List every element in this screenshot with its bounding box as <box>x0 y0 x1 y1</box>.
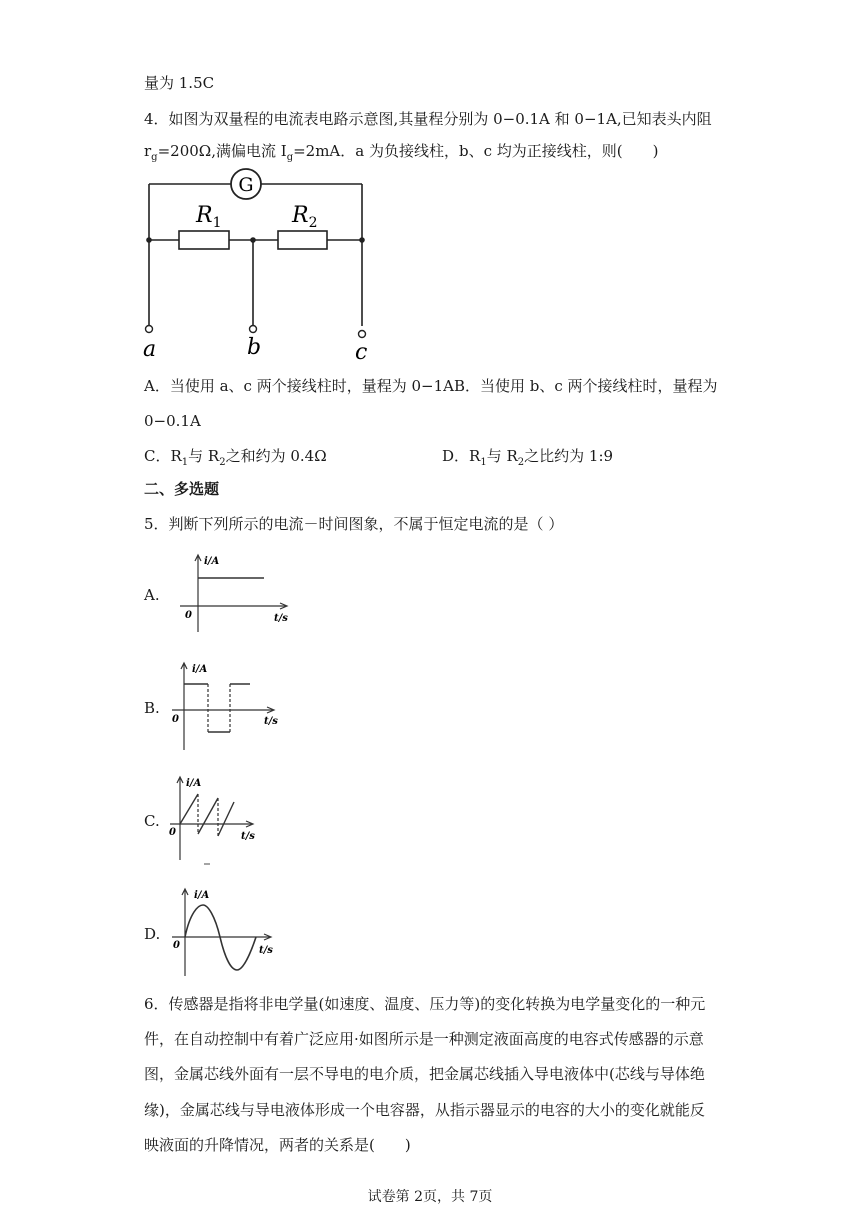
svg-text:i/A: i/A <box>186 778 202 789</box>
q5-option-d-label: D. <box>144 925 161 943</box>
svg-text:0: 0 <box>169 827 176 838</box>
circuit-diagram <box>136 166 376 366</box>
svg-text:i/A: i/A <box>204 556 220 567</box>
q6-line2: 件，在自动控制中有着广泛应用·如图所示是一种测定液面高度的电容式传感器的示意 <box>144 1030 704 1048</box>
q5-stem: 5．判断下列所示的电流－时间图象，不属于恒定电流的是（ ） <box>144 515 564 533</box>
svg-text:t/s: t/s <box>274 613 288 624</box>
terminal-c <box>359 331 366 338</box>
svg-text:t/s: t/s <box>259 945 273 956</box>
terminal-a-label: a <box>143 337 157 362</box>
terminal-a <box>146 326 153 333</box>
svg-text:i/A: i/A <box>192 664 208 675</box>
svg-text:t/s: t/s <box>241 831 255 842</box>
r2-label: $R_2$ <box>292 203 318 231</box>
svg-text:i/A: i/A <box>194 890 210 901</box>
q5-option-b-label: B. <box>144 699 160 717</box>
q6-line3: 图，金属芯线外面有一层不导电的电介质，把金属芯线插入导电液体中(芯线与导体绝 <box>144 1065 705 1083</box>
r1-label: $R_1$ <box>196 203 222 231</box>
svg-text:0: 0 <box>173 940 180 951</box>
q6-line4: 缘)，金属芯线与导电液体形成一个电容器，从指示器显示的电容的大小的变化就能反 <box>144 1101 705 1119</box>
galvanometer <box>231 169 261 199</box>
q6-line5: 映液面的升降情况，两者的关系是( ) <box>144 1136 411 1154</box>
top-line: 量为 1.5C <box>144 74 215 92</box>
section-heading: 二、多选题 <box>144 480 220 498</box>
svg-text:0: 0 <box>172 714 179 725</box>
q5-option-a-label: A. <box>144 586 160 604</box>
q6-line1: 6．传感器是指将非电学量(如速度、温度、压力等)的变化转换为电学量变化的一种元 <box>144 995 706 1013</box>
q4-option-d: D．$R_1$与 $R_2$之比约为 1:9 <box>442 447 614 468</box>
q5-graph-d <box>168 884 288 980</box>
page-footer: 试卷第 2页，共 7页 <box>367 1189 493 1205</box>
q4-options-ab-line1: A．当使用 a、c 两个接线柱时，量程为 0−1AB．当使用 b、c 两个接线柱时，量程为 <box>144 377 718 395</box>
resistor-r2 <box>278 231 327 249</box>
q5-graph-b <box>168 658 288 754</box>
q4-line1: 4．如图为双量程的电流表电路示意图,其量程分别为 0−0.1A 和 0−1A,已知表头内阻 <box>144 110 712 128</box>
svg-text:t/s: t/s <box>264 716 278 727</box>
q5-graph-a <box>176 550 296 640</box>
q5-graph-c <box>166 772 266 868</box>
svg-text:0: 0 <box>185 610 192 621</box>
terminal-b-label: b <box>247 335 262 360</box>
q4-options-ab-line2: 0−0.1A <box>144 412 201 430</box>
terminal-c-label: c <box>355 340 368 365</box>
q4-option-c: C．$R_1$与 $R_2$之和约为 0.4Ω <box>144 447 327 468</box>
q4-line2: $r_g=200\Omega$,满偏电流 $I_g=2mA$．a 为负接线柱，b、c 均为正接线柱，则( ) <box>144 142 659 163</box>
terminal-b <box>250 326 257 333</box>
resistor-r1 <box>179 231 229 249</box>
q5-option-c-label: C. <box>144 812 160 830</box>
galvanometer-label: G <box>238 174 254 196</box>
